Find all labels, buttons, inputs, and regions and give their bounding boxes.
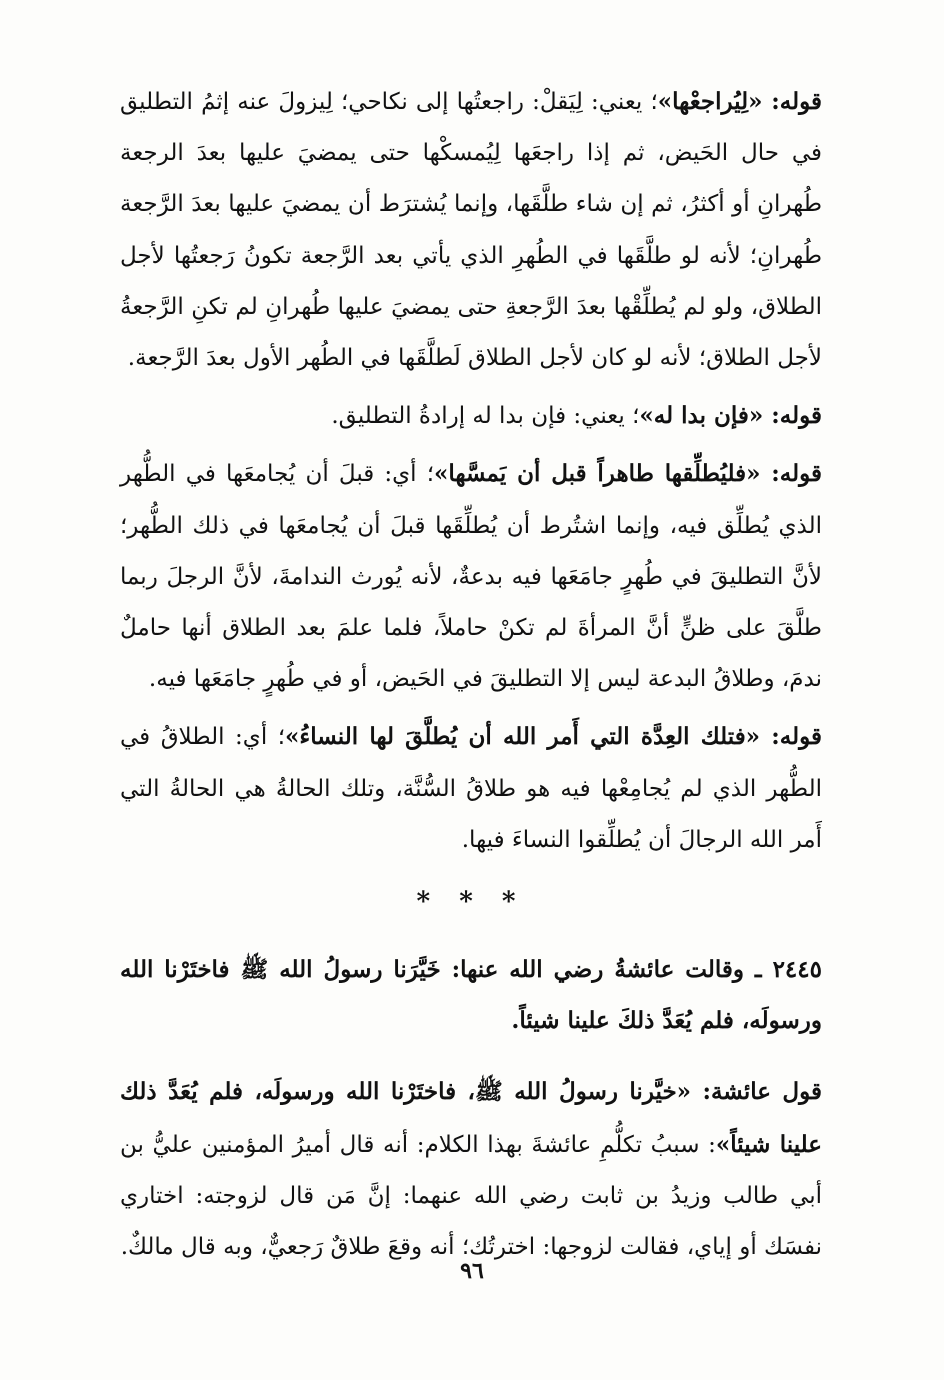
commentary-lead: قول عائشة: «خيَّرنا رسولُ الله ﷺ، فاختَرْنا الله ورسولَه، فلم يُعَدَّ ذلك علينا شيئاً»	[120, 1078, 822, 1158]
paragraph-2	[120, 390, 822, 442]
paragraph-3	[120, 448, 822, 705]
section-separator: * * *	[416, 887, 526, 918]
paragraph-2-body: ؛ يعني: فإن بدا له إرادةُ التطليق.	[331, 403, 640, 430]
commentary-paragraph	[120, 1066, 822, 1273]
page-number: ٩٦	[460, 1258, 484, 1284]
hadith-text: ٢٤٤٥ ـ وقالت عائشةُ رضي الله عنها: خَيَّرَنا رسولُ الله ﷺ فاختَرْنا الله ورسولَه، فلم يُعَدَّ ذلكَ علينا شيئاً.	[120, 956, 822, 1035]
paragraph-2-lead: قوله: «فإن بدا له»	[639, 402, 822, 430]
paragraph-3-body: ؛ أي: قبلَ أن يُجامعَها في الطُّهر الذي يُطلِّق فيه، وإنما اشتُرط أن يُطلِّقَها قبلَ أن يُجامعَها في ذلك الطُّهر؛ لأنَّ التطليقَ في طُهرٍ جامَعَها فيه بدعةٌ، لأنه يُورث الندامةَ، لأنَّ الرجلَ ربما طلَّقَ على ظنٍّ أنَّ المرأةَ لم تكنْ حاملاً، فلما علمَ بعد الطلاق أنها حاملٌ ندمَ، وطلاقُ البدعة ليس إلا التطليقَ في الحَيض، أو في طُهرٍ جامَعَها فيه.	[120, 461, 822, 693]
paragraph-3-lead: قوله: «فليُطلِّقها طاهراً قبل أن يَمسَّها»	[434, 460, 822, 488]
paragraph-4-lead: قوله: «فتلك العِدَّة التي أَمر الله أن يُطلَّقَ لها النساءُ»	[285, 723, 822, 751]
commentary-body: : سببُ تكلُّمِ عائشةَ بهذا الكلام: أنه قال أميرُ المؤمنين عليُّ بن أبي طالب وزيدُ بن ثابت رضي الله عنهما: إنَّ مَن قال لزوجته: اختاري نفسَك أو إياي، فقالت لزوجها: اخترتُك؛ أنه وقعَ طلاقٌ رَجعيٌّ، وبه قال مالكٌ.	[120, 1131, 822, 1261]
paragraph-1-lead: قوله: «لِيُراجعْها»	[657, 88, 822, 115]
paragraph-4	[120, 711, 822, 866]
paragraph-1-body: ؛ يعني: لِيَقلْ: راجعتُها إلى نكاحي؛ لِيزولَ عنه إثمُ التطليق في حال الحَيض، ثم إذا راجعَها لِيُمسكْها حتى يمضيَ عليها بعدَ الرجعة طُهرانِ أو أكثرُ، ثم إن شاء طلَّقَها، وإنما يُشترَط أن يمضيَ عليها بعدَ الرَّجعة طُهرانِ؛ لأنه لو طلَّقَها في الطُهرِ الذي يأتي بعد الرَّجعة تكونُ رَجعتُها لأجل الطلاق، ولو لم يُطلِّقْها بعدَ الرَّجعةِ حتى يمضيَ عليها طُهرانِ لم تكنِ الرَّجعةُ لأجل الطلاق؛ لأنه لو كان لأجل الطلاق لَطلَّقَها في الطُهر الأول بعدَ الرَّجعة.	[120, 89, 822, 372]
paragraph-1	[120, 76, 822, 384]
paragraph-4-body: ؛ أي: الطلاقُ في الطُّهر الذي لم يُجامِعْها فيه هو طلاقُ السُّنَّة، وتلك الحالةُ هي الحالةُ التي أَمر الله الرجالَ أن يُطلِّقوا النساءَ فيها.	[120, 724, 822, 853]
